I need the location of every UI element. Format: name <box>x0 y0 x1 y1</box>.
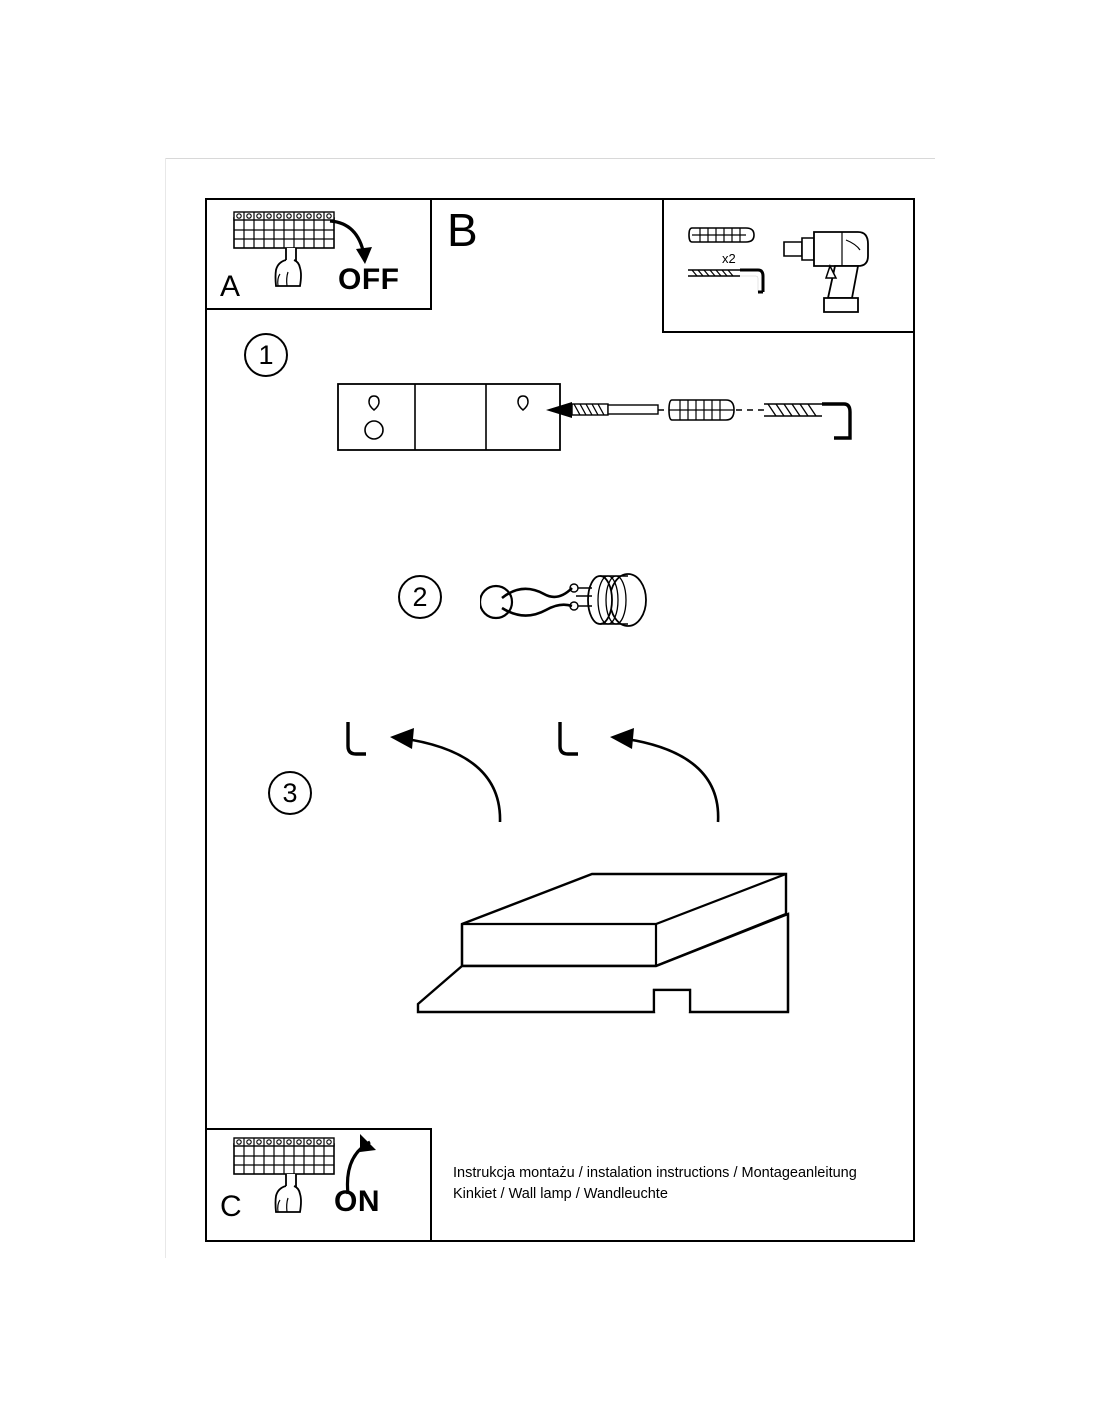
panel-a-action-label: OFF <box>338 263 400 296</box>
arrow-up-icon <box>330 1130 390 1200</box>
wall-plug-icon <box>688 222 758 248</box>
lamp-socket-wiring-icon <box>480 558 680 648</box>
hook-screw-icon <box>684 262 774 298</box>
arrow-down-icon <box>324 215 384 275</box>
mounting-plate-drill-dowel-hook-icon <box>336 378 866 468</box>
terminal-block-with-hand-icon <box>228 1134 346 1226</box>
footer-line-2: Kinkiet / Wall lamp / Wandleuchte <box>453 1186 668 1202</box>
panel-c-letter: C <box>220 1190 242 1223</box>
page-guide-line-left <box>165 158 166 1258</box>
panel-b-letter: B <box>447 204 478 256</box>
footer-line-1: Instrukcja montażu / instalation instructions / Montageanleitung <box>453 1165 857 1181</box>
page-guide-line-top <box>165 158 935 159</box>
step-1-number: 1 <box>244 333 288 377</box>
panel-c-action-label: ON <box>334 1185 380 1218</box>
panel-a-letter: A <box>220 270 241 303</box>
hang-lamp-on-hooks-icon <box>330 712 800 842</box>
footer-text <box>453 1163 873 1205</box>
wall-lamp-body-icon <box>396 862 816 1032</box>
step-3-number: 3 <box>268 771 312 815</box>
step-2-number: 2 <box>398 575 442 619</box>
drill-icon <box>780 222 890 317</box>
dowel-count-label: x2 <box>722 251 736 266</box>
